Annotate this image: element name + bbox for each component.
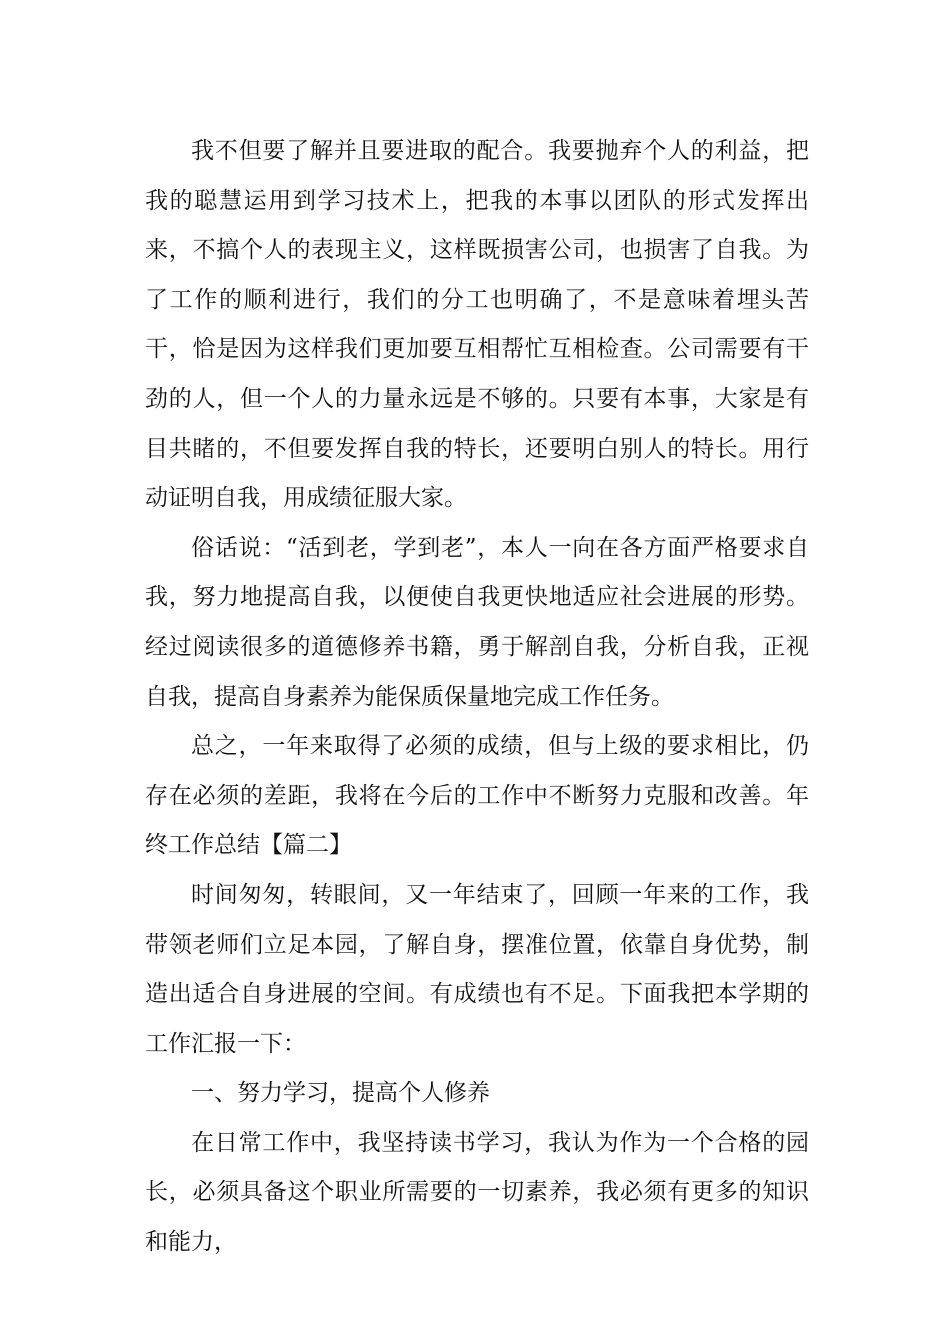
section-heading: 一、努力学习，提高个人修养: [191, 1080, 490, 1107]
paragraph-self-improvement: 俗话说：“活到老，学到老”，本人一向在各方面严格要求自我，努力地提高自我，以便使自我更快地适应社会进展的形势。经过阅读很多的道德修养书籍，勇于解剖自我，分析自我，正视自我，提高自身素养为能保质保量地完成工作任务。: [145, 534, 809, 710]
paragraph-study: 在日常工作中，我坚持读书学习，我认为作为一个合格的园长，必须具备这个职业所需要的一切素养，我必须有更多的知识和能力，: [145, 1129, 809, 1256]
paragraph-year-review: 时间匆匆，转眼间，又一年结束了，回顾一年来的工作，我带领老师们立足本园，了解自身，摆准位置，依靠自身优势，制造出适合自身进展的空间。有成绩也有不足。下面我把本学期的工作汇报一下：: [145, 881, 809, 1057]
paragraph-summary: 总之，一年来取得了必须的成绩，但与上级的要求相比，仍存在必须的差距，我将在今后的工作中不断努力克服和改善。年终工作总结【篇二】: [145, 733, 809, 859]
paragraph-teamwork: 我不但要了解并且要进取的配合。我要抛弃个人的利益，把我的聪慧运用到学习技术上，把我的本事以团队的形式发挥出来，不搞个人的表现主义，这样既损害公司，也损害了自我。为了工作的顺利进行，我们的分工也明确了，不是意味着埋头苦干，恰是因为这样我们更加要互相帮忙互相检查。公司需要有干劲的人，但一个人的力量永远是不够的。只要有本事，大家是有目共睹的，不但要发挥自我的特长，还要明白别人的特长。用行动证明自我，用成绩征服大家。: [145, 138, 809, 512]
document-body: [145, 127, 809, 1268]
